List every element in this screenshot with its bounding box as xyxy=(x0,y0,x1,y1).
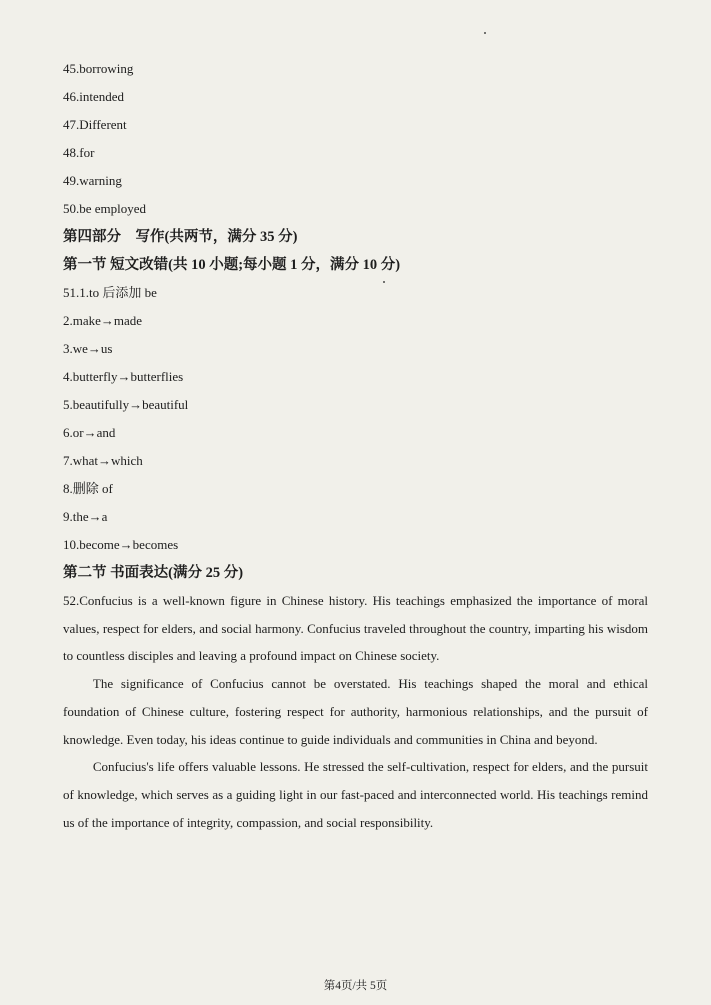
scan-artifact-dot xyxy=(484,32,486,34)
answer-item-48: 48.for xyxy=(63,145,95,160)
correction-item-6: 6.or→and xyxy=(63,425,116,440)
correction-item-10: 10.become→becomes xyxy=(63,537,179,552)
essay-paragraph-2: The significance of Confucius cannot be overstated. His teachings shaped the moral and ethical foundation of Chinese culture, fostering respect for authority, harmonious relationships, and the pursuit of knowledge. Even today, his ideas continue to guide individuals and communities in China and beyond. xyxy=(63,676,648,747)
answer-item-47: 47.Different xyxy=(63,117,127,132)
essay-paragraph-1: 52.Confucius is a well-known figure in Chinese history. His teachings emphasized the importance of moral values, respect for elders, and social harmony. Confucius traveled throughout the country, imparting his wisdom to countless disciples and leaving a profound impact on Chinese society. xyxy=(63,593,648,664)
answer-item-45: 45.borrowing xyxy=(63,61,134,76)
section2-heading: 第二节 书面表达(满分 25 分) xyxy=(63,565,244,581)
part4-heading: 第四部分 写作(共两节，满分 35 分) xyxy=(63,229,298,245)
correction-item-9: 9.the→a xyxy=(63,509,108,524)
correction-item-1: 51.1.to 后添加 be xyxy=(63,285,157,300)
page-number-footer: 第4页/共 5页 xyxy=(323,980,388,992)
correction-item-3: 3.we→us xyxy=(63,341,113,356)
correction-item-8: 8.删除 of xyxy=(63,481,113,496)
correction-item-2: 2.make→made xyxy=(63,313,143,328)
answer-item-46: 46.intended xyxy=(63,89,125,104)
correction-item-5: 5.beautifully→beautiful xyxy=(63,397,189,412)
scan-artifact-dot xyxy=(383,281,385,283)
correction-item-4: 4.butterfly→butterflies xyxy=(63,369,184,384)
correction-item-7: 7.what→which xyxy=(63,453,143,468)
essay-paragraph-3: Confucius's life offers valuable lessons. He stressed the self-cultivation, respect for elders, and the pursuit of knowledge, which serves as a guiding light in our fast-paced and interconnected world. His teachings remind us of the importance of integrity, compassion, and social responsibility. xyxy=(63,759,648,830)
answer-item-50: 50.be employed xyxy=(63,201,147,216)
answer-item-49: 49.warning xyxy=(63,173,122,188)
section1-heading: 第一节 短文改错(共 10 小题;每小题 1 分，满分 10 分) xyxy=(63,257,401,273)
